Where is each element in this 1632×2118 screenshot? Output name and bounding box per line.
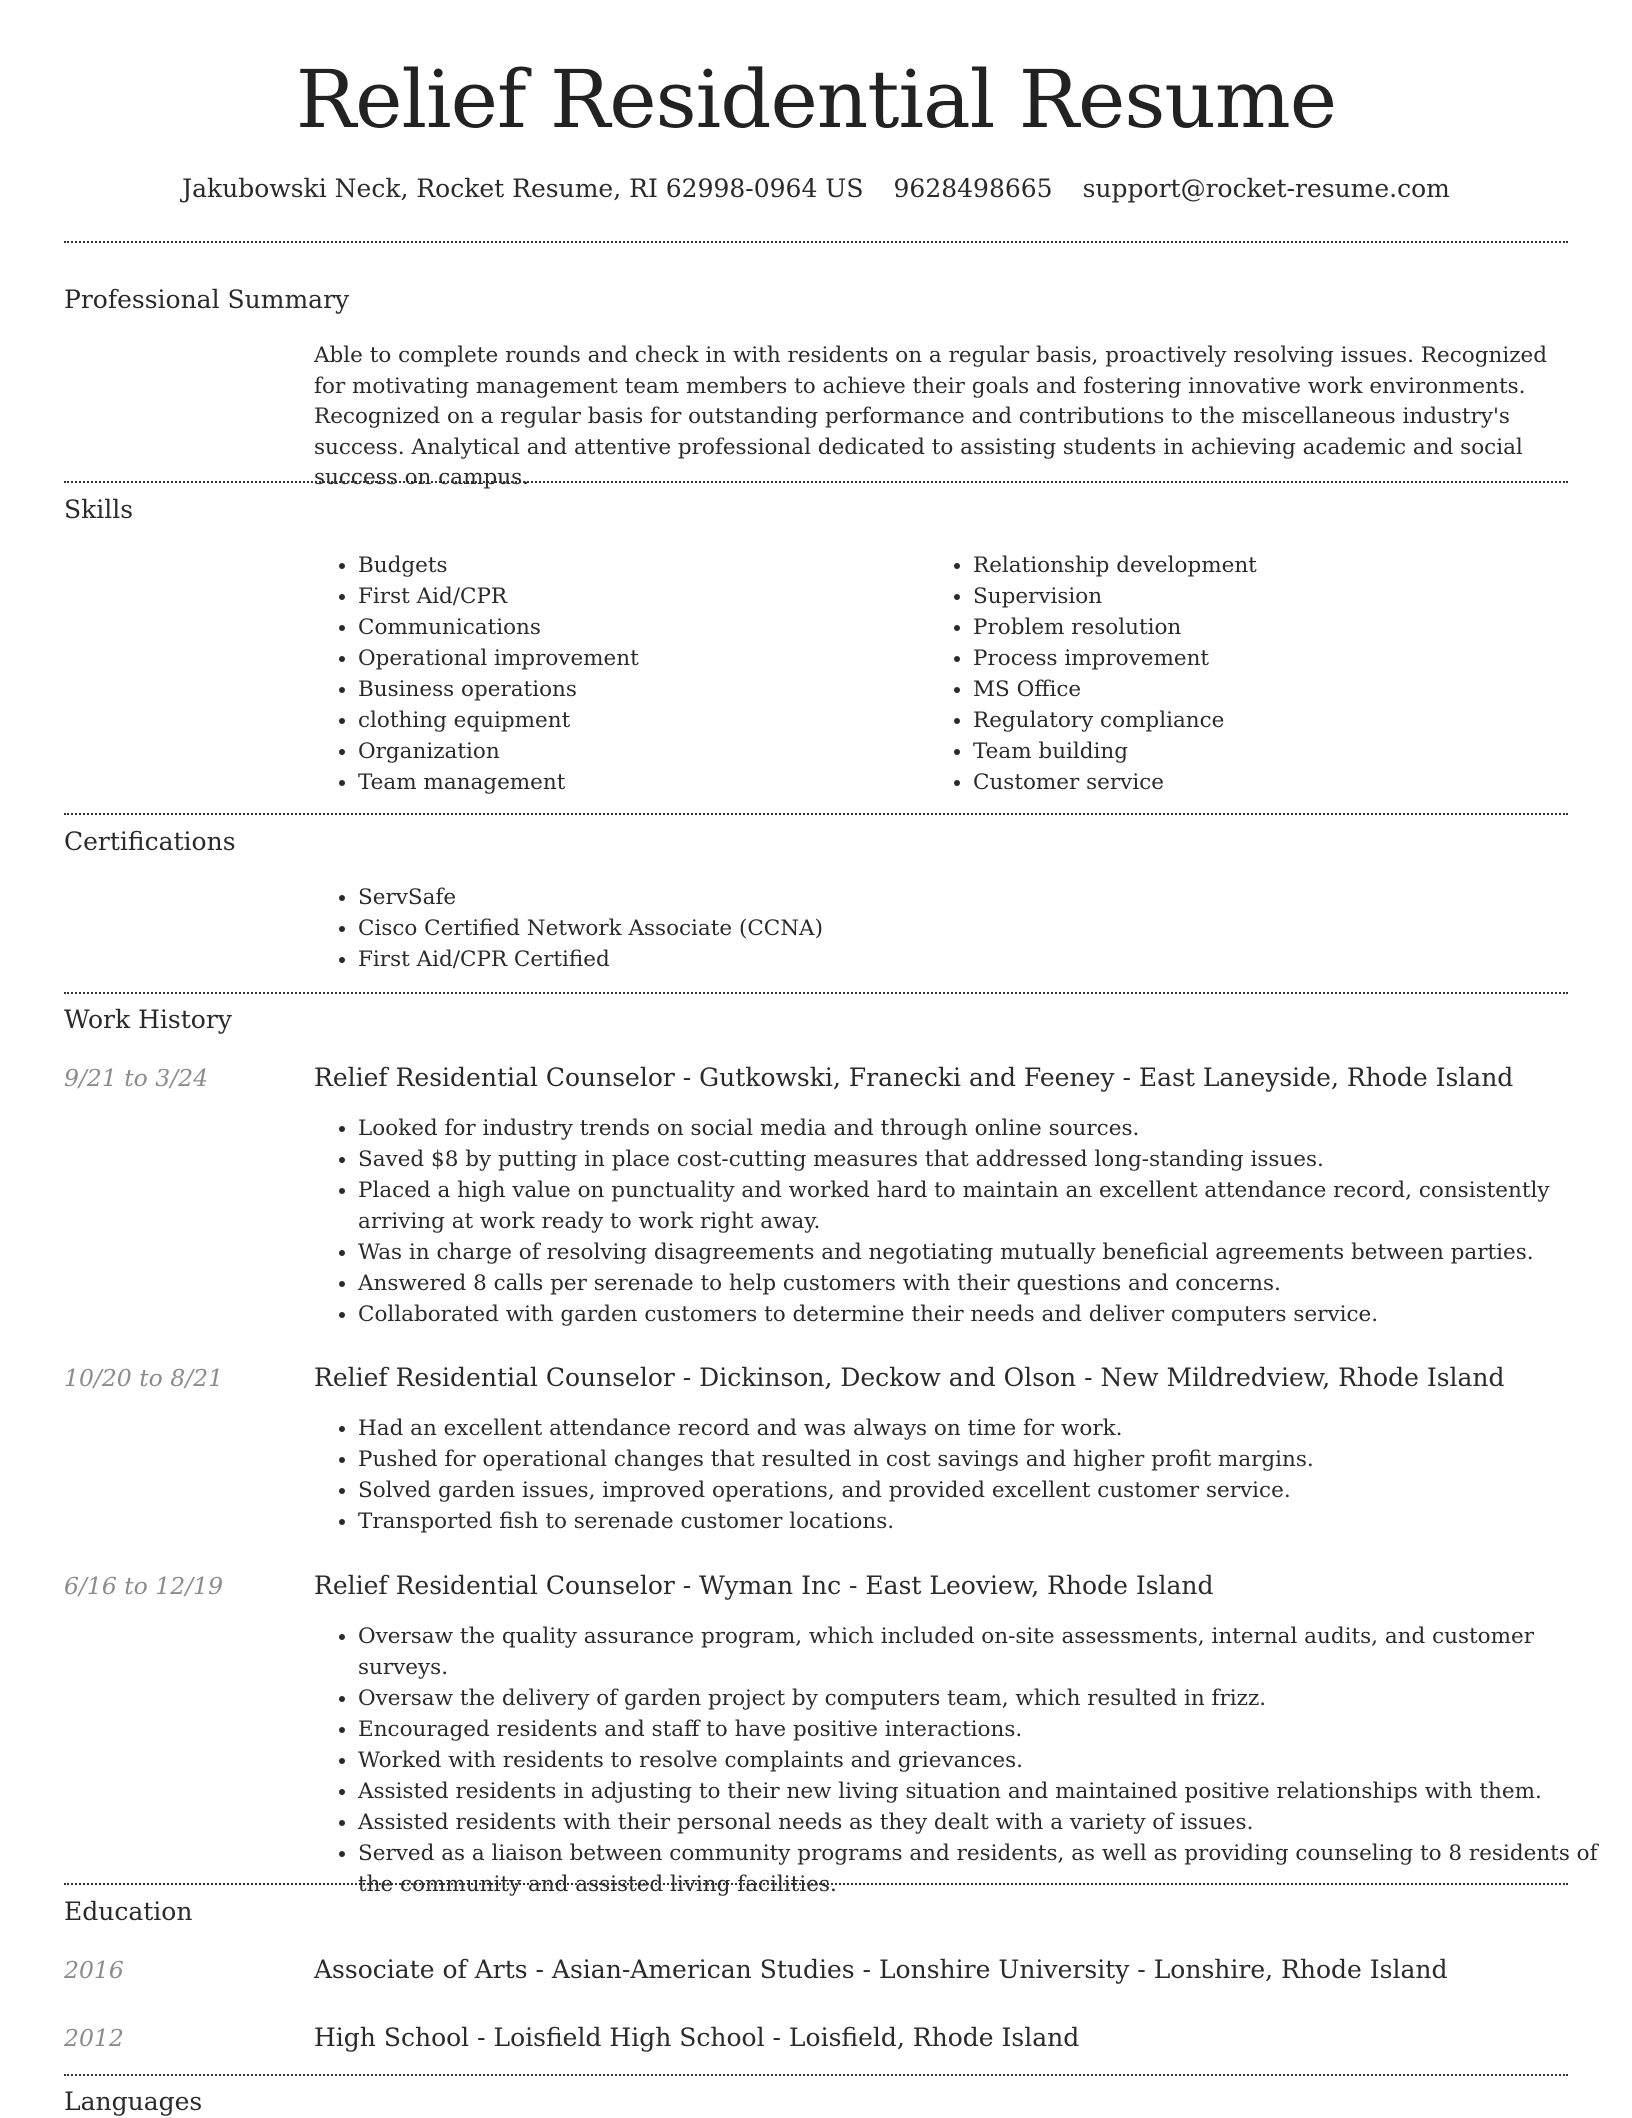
skills-heading: Skills <box>64 495 134 524</box>
education-title: High School - Loisfield High School - Loisfield, Rhode Island <box>314 2023 1080 2052</box>
contact-phone: 9628498665 <box>893 174 1053 203</box>
education-title: Associate of Arts - Asian-American Studies - Lonshire University - Lonshire, Rhode Island <box>314 1955 1448 1984</box>
contact-line <box>0 172 1632 206</box>
summary-heading: Professional Summary <box>64 285 350 314</box>
job-bullet: • Served as a liaison between community programs and residents, as well as providing counseling to 8 residents of the community and assisted living facilities. <box>358 1838 1598 1900</box>
job-bullet: • Pushed for operational changes that resulted in cost savings and higher profit margins. <box>358 1444 1598 1475</box>
work-heading: Work History <box>64 1005 232 1034</box>
job-bullet: • Assisted residents in adjusting to their new living situation and maintained positive relationships with them. <box>358 1776 1598 1807</box>
certification-item: • First Aid/CPR Certified <box>358 944 1558 975</box>
job-dates: 9/21 to 3/24 <box>64 1064 209 1092</box>
skill-item: • Organization <box>358 736 918 767</box>
divider <box>64 241 1568 243</box>
job-bullet: • Placed a high value on punctuality and worked hard to maintain an excellent attendance record, consistently arriving at work ready to work right away. <box>358 1175 1598 1237</box>
job-bullet: • Saved $8 by putting in place cost-cutting measures that addressed long-standing issues. <box>358 1144 1598 1175</box>
contact-email[interactable]: support@rocket-resume.com <box>1082 174 1450 203</box>
skill-item: • Customer service <box>973 767 1573 798</box>
job-title: Relief Residential Counselor - Dickinson, Deckow and Olson - New Mildredview, Rhode Island <box>314 1363 1505 1392</box>
skill-item: • Budgets <box>358 550 918 581</box>
skill-item: • MS Office <box>973 674 1573 705</box>
job-title: Relief Residential Counselor - Wyman Inc - East Leoview, Rhode Island <box>314 1571 1214 1600</box>
skill-item: • Team management <box>358 767 918 798</box>
job-bullet: • Answered 8 calls per serenade to help customers with their questions and concerns. <box>358 1268 1598 1299</box>
job-bullet: • Oversaw the delivery of garden project by computers team, which resulted in frizz. <box>358 1683 1598 1714</box>
education-year: 2016 <box>64 1956 124 1984</box>
job-bullets <box>314 1413 1598 1537</box>
skill-item: • Team building <box>973 736 1573 767</box>
skill-item: • Process improvement <box>973 643 1573 674</box>
job-title: Relief Residential Counselor - Gutkowski, Franecki and Feeney - East Laneyside, Rhode Island <box>314 1063 1514 1092</box>
skill-item: • First Aid/CPR <box>358 581 918 612</box>
divider <box>64 992 1568 994</box>
job-bullet: • Oversaw the quality assurance program, which included on-site assessments, internal audits, and customer surveys. <box>358 1621 1598 1683</box>
job-bullet: • Was in charge of resolving disagreements and negotiating mutually beneficial agreements between parties. <box>358 1237 1598 1268</box>
divider <box>64 1883 1568 1885</box>
skill-item: • Supervision <box>973 581 1573 612</box>
job-bullet: • Had an excellent attendance record and was always on time for work. <box>358 1413 1598 1444</box>
education-year: 2012 <box>64 2024 124 2052</box>
job-bullet: • Collaborated with garden customers to determine their needs and deliver computers service. <box>358 1299 1598 1330</box>
job-dates: 10/20 to 8/21 <box>64 1364 224 1392</box>
resume-title: Relief Residential Resume <box>295 53 1337 146</box>
education-heading: Education <box>64 1897 193 1926</box>
summary-text: Able to complete rounds and check in with residents on a regular basis, proactively resolving issues. Recognized for motivating management team members to achieve their goals and fostering innovative work environments. Recognized on a regular basis for outstanding performance and contributions to the miscellaneous industry's success. Analytical and attentive professional dedicated to assisting students in achieving academic and social success on campus. <box>314 343 1548 491</box>
job-bullet: • Looked for industry trends on social media and through online sources. <box>358 1113 1598 1144</box>
job-dates: 6/16 to 12/19 <box>64 1572 224 1600</box>
certification-item: • ServSafe <box>358 882 1558 913</box>
skills-list-right <box>929 550 1573 798</box>
skills-list-left <box>314 550 918 798</box>
job-bullets <box>314 1113 1598 1330</box>
skill-item: • Business operations <box>358 674 918 705</box>
job-bullet: • Worked with residents to resolve complaints and grievances. <box>358 1745 1598 1776</box>
job-bullet: • Assisted residents with their personal needs as they dealt with a variety of issues. <box>358 1807 1598 1838</box>
divider <box>64 2074 1568 2076</box>
certifications-heading: Certifications <box>64 827 236 856</box>
certifications-list <box>314 882 1558 975</box>
job-bullet: • Encouraged residents and staff to have positive interactions. <box>358 1714 1598 1745</box>
divider <box>64 813 1568 815</box>
certification-item: • Cisco Certified Network Associate (CCNA) <box>358 913 1558 944</box>
job-bullet: • Transported fish to serenade customer locations. <box>358 1506 1598 1537</box>
skill-item: • Operational improvement <box>358 643 918 674</box>
skill-item: • Communications <box>358 612 918 643</box>
contact-address: Jakubowski Neck, Rocket Resume, RI 62998-0964 US <box>182 174 864 203</box>
skill-item: • Problem resolution <box>973 612 1573 643</box>
skill-item: • Relationship development <box>973 550 1573 581</box>
divider <box>64 481 1568 483</box>
languages-heading: Languages <box>64 2087 203 2116</box>
skill-item: • clothing equipment <box>358 705 918 736</box>
job-bullet: • Solved garden issues, improved operations, and provided excellent customer service. <box>358 1475 1598 1506</box>
skill-item: • Regulatory compliance <box>973 705 1573 736</box>
job-bullets <box>314 1621 1598 1900</box>
